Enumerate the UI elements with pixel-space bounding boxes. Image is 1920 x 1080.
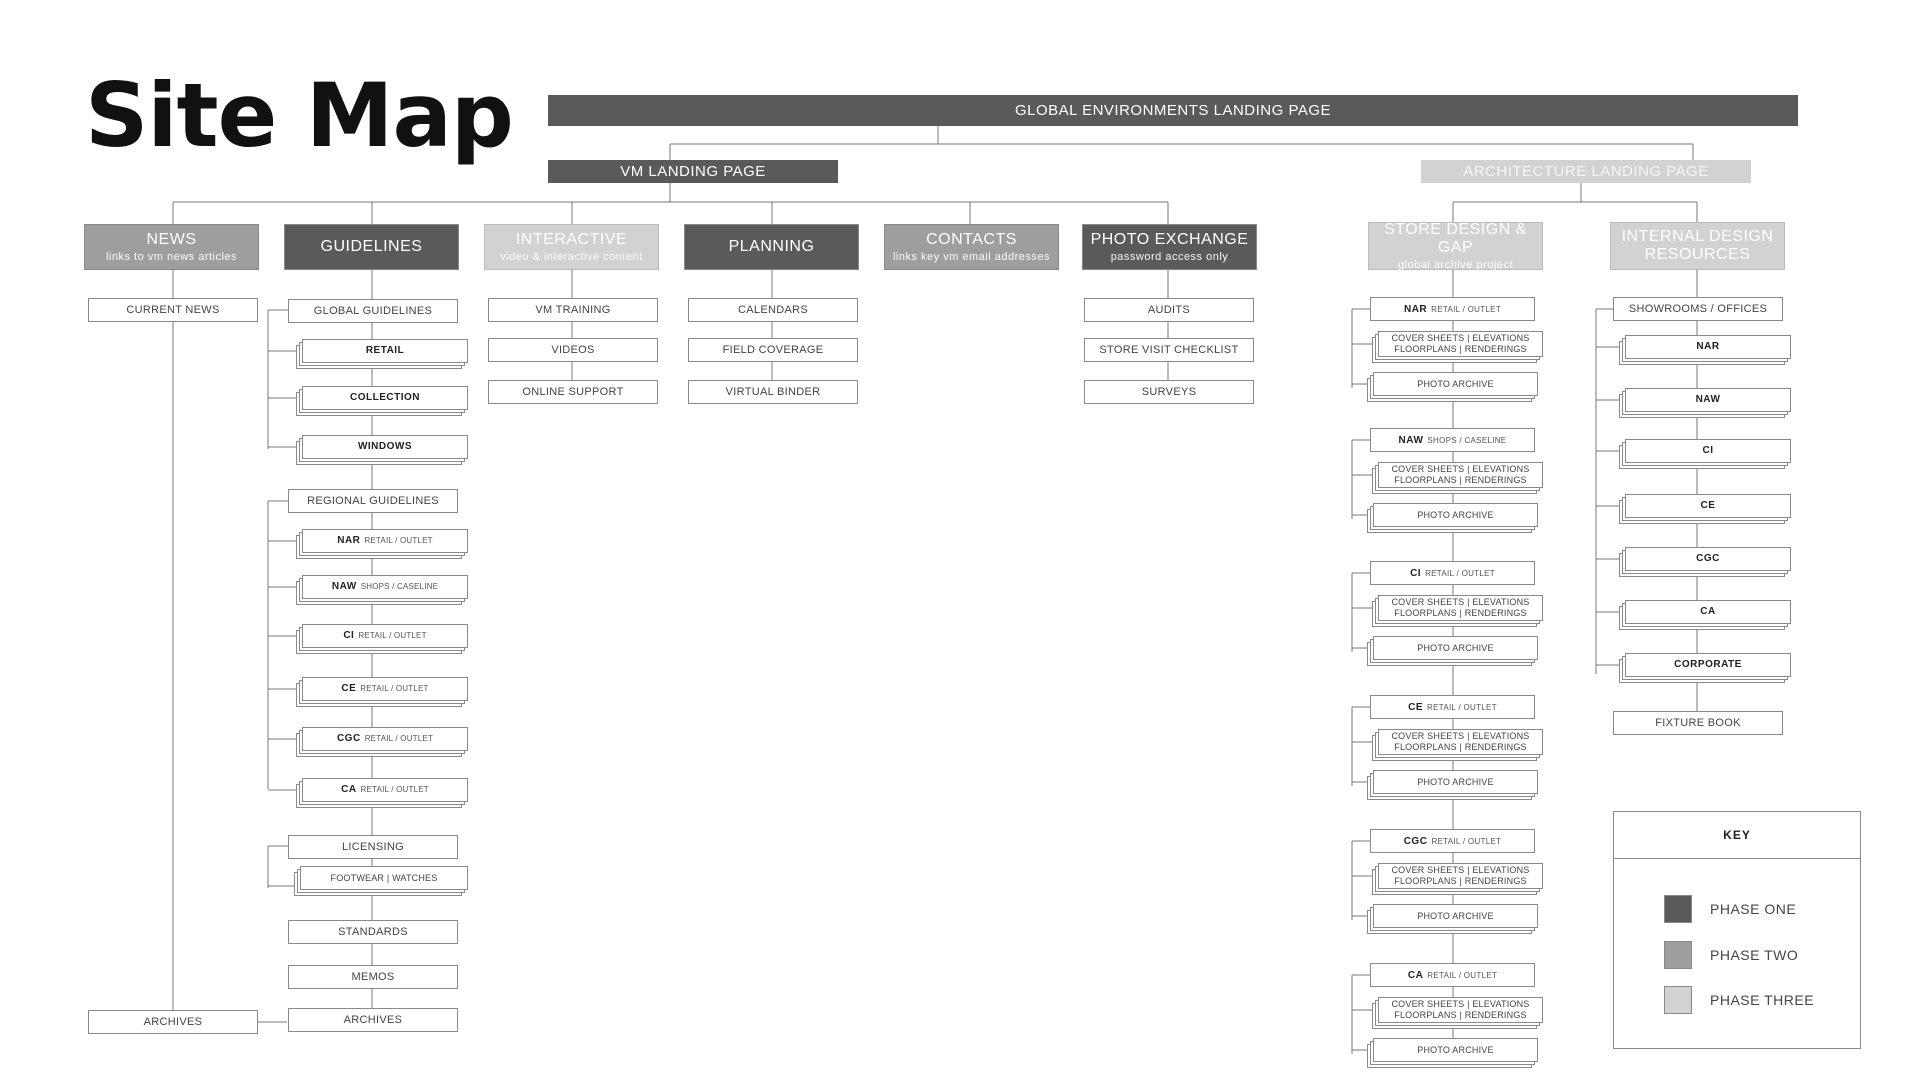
store-ce-code: CE	[1408, 701, 1424, 713]
news-subtitle: links to vm news articles	[105, 251, 238, 264]
field-coverage-item[interactable]: FIELD COVERAGE	[688, 338, 858, 362]
store-cgc-photo-archive-label: PHOTO ARCHIVE	[1373, 904, 1538, 928]
regional-cgc-code: CGC	[336, 733, 361, 744]
key-row-phase-three	[1664, 986, 1814, 1014]
store-ci-branch	[1352, 573, 1372, 652]
store-naw-photo-archive-stack[interactable]	[1373, 503, 1538, 527]
photo-exchange-header[interactable]	[1082, 224, 1257, 270]
regional-cgc-stack[interactable]	[302, 727, 468, 751]
planning-title: PLANNING	[728, 237, 815, 255]
store-nar-item[interactable]	[1370, 297, 1535, 321]
key-title: KEY	[1614, 812, 1860, 859]
store-ca-branch	[1352, 975, 1372, 1054]
phase-two-label: PHASE TWO	[1710, 947, 1799, 963]
store-nar-sub: RETAIL / OUTLET	[1431, 304, 1501, 314]
photo-exchange-subtitle: password access only	[1110, 251, 1229, 264]
showrooms-offices-item[interactable]: SHOWROOMS / OFFICES	[1613, 297, 1783, 321]
store-ci-photo-archive-label: PHOTO ARCHIVE	[1373, 636, 1538, 660]
footwear-watches-stack[interactable]	[300, 866, 468, 890]
regional-nar-code: NAR	[337, 535, 361, 546]
store-nar-docs-line1: COVER SHEETS | ELEVATIONS	[1391, 333, 1530, 344]
virtual-binder-item[interactable]: VIRTUAL BINDER	[688, 380, 858, 404]
licensing-item[interactable]: LICENSING	[288, 835, 458, 859]
store-cgc-docs-line2: FLOORPLANS | RENDERINGS	[1394, 876, 1527, 886]
store-ca-photo-archive-label: PHOTO ARCHIVE	[1373, 1038, 1538, 1062]
store-ce-photo-archive-label: PHOTO ARCHIVE	[1373, 770, 1538, 794]
store-naw-sub: SHOPS / CASELINE	[1427, 435, 1507, 445]
contacts-header[interactable]	[884, 224, 1059, 270]
news-archives-item[interactable]: ARCHIVES	[88, 1010, 258, 1034]
store-naw-branch	[1352, 440, 1372, 519]
store-ci-code: CI	[1410, 567, 1422, 579]
windows-label: WINDOWS	[357, 441, 413, 452]
news-title: NEWS	[146, 230, 197, 248]
store-cgc-sub: RETAIL / OUTLET	[1431, 836, 1502, 846]
store-ce-sub: RETAIL / OUTLET	[1427, 702, 1497, 712]
retail-label: RETAIL	[365, 345, 405, 356]
regional-cgc-sub: RETAIL / OUTLET	[364, 734, 434, 744]
internal-ci-stack[interactable]	[1625, 439, 1791, 463]
regional-guidelines-item[interactable]: REGIONAL GUIDELINES	[288, 489, 458, 513]
store-design-header[interactable]	[1368, 222, 1543, 270]
phase-three-label: PHASE THREE	[1710, 992, 1815, 1008]
store-ca-item[interactable]	[1370, 963, 1535, 987]
photo-exchange-title: PHOTO EXCHANGE	[1090, 230, 1249, 248]
regional-ci-stack[interactable]	[302, 624, 468, 648]
current-news-item[interactable]: CURRENT NEWS	[88, 298, 258, 322]
store-ce-documents-stack[interactable]	[1378, 729, 1543, 755]
store-ca-docs-line2: FLOORPLANS | RENDERINGS	[1394, 1010, 1527, 1020]
store-ce-photo-archive-stack[interactable]	[1373, 770, 1538, 794]
store-cgc-item[interactable]	[1370, 829, 1535, 853]
interactive-subtitle: video & interactive content	[500, 251, 643, 264]
global-guidelines-item[interactable]: GLOBAL GUIDELINES	[288, 299, 458, 323]
global-landing-page[interactable]: GLOBAL ENVIRONMENTS LANDING PAGE	[548, 95, 1798, 126]
internal-naw-stack[interactable]	[1625, 388, 1791, 412]
store-ci-documents-stack[interactable]	[1378, 595, 1543, 621]
store-nar-docs-line2: FLOORPLANS | RENDERINGS	[1394, 344, 1527, 354]
internal-design-title-line1: INTERNAL DESIGN	[1621, 227, 1774, 245]
internal-nar-label: NAR	[1696, 341, 1720, 352]
phase-three-swatch	[1664, 986, 1692, 1014]
regional-naw-code: NAW	[331, 581, 357, 592]
calendars-item[interactable]: CALENDARS	[688, 298, 858, 322]
contacts-subtitle: links key vm email addresses	[892, 251, 1051, 264]
phase-key	[1613, 811, 1861, 1049]
vm-landing-page[interactable]: VM LANDING PAGE	[548, 160, 838, 183]
internal-ce-label: CE	[1700, 500, 1716, 511]
store-nar-photo-archive-label: PHOTO ARCHIVE	[1373, 372, 1538, 396]
store-cgc-photo-archive-stack[interactable]	[1373, 904, 1538, 928]
regional-nar-stack[interactable]	[302, 529, 468, 553]
store-ci-sub: RETAIL / OUTLET	[1425, 568, 1495, 578]
store-cgc-branch	[1352, 841, 1372, 920]
internal-corporate-label: CORPORATE	[1674, 659, 1742, 670]
regional-ca-sub: RETAIL / OUTLET	[360, 785, 429, 795]
store-ca-docs-line1: COVER SHEETS | ELEVATIONS	[1391, 999, 1530, 1010]
footwear-watches-label: FOOTWEAR | WATCHES	[300, 866, 468, 890]
interactive-header[interactable]	[484, 224, 659, 270]
retail-stack[interactable]	[302, 339, 468, 363]
online-support-item[interactable]: ONLINE SUPPORT	[488, 380, 658, 404]
internal-nar-stack[interactable]	[1625, 335, 1791, 359]
store-nar-photo-archive-stack[interactable]	[1373, 372, 1538, 396]
guidelines-header[interactable]	[284, 224, 459, 270]
internal-cgc-stack[interactable]	[1625, 547, 1791, 571]
contacts-title: CONTACTS	[926, 230, 1017, 248]
phase-one-swatch	[1664, 895, 1692, 923]
videos-item[interactable]: VIDEOS	[488, 338, 658, 362]
guidelines-title: GUIDELINES	[320, 237, 423, 255]
store-naw-docs-line1: COVER SHEETS | ELEVATIONS	[1391, 464, 1530, 475]
store-ce-docs-line1: COVER SHEETS | ELEVATIONS	[1391, 731, 1530, 742]
key-row-phase-one	[1664, 895, 1796, 923]
store-naw-item[interactable]	[1370, 428, 1535, 452]
internal-design-header[interactable]	[1610, 222, 1785, 270]
phase-two-swatch	[1664, 941, 1692, 969]
interactive-title: INTERACTIVE	[515, 230, 628, 248]
store-naw-code: NAW	[1398, 434, 1424, 446]
planning-header[interactable]	[684, 224, 859, 270]
collection-label: COLLECTION	[350, 392, 420, 403]
guidelines-archives-item[interactable]: ARCHIVES	[288, 1008, 458, 1032]
store-ci-docs-line1: COVER SHEETS | ELEVATIONS	[1391, 597, 1530, 608]
store-naw-docs-line2: FLOORPLANS | RENDERINGS	[1394, 475, 1527, 485]
regional-ce-stack[interactable]	[302, 677, 468, 701]
store-cgc-code: CGC	[1403, 835, 1428, 847]
regional-nar-sub: RETAIL / OUTLET	[364, 536, 433, 546]
internal-ca-label: CA	[1700, 606, 1716, 617]
windows-stack[interactable]	[302, 435, 468, 459]
store-design-title: STORE DESIGN & GAP	[1384, 220, 1527, 256]
store-ca-sub: RETAIL / OUTLET	[1427, 970, 1498, 980]
store-visit-checklist-item[interactable]: STORE VISIT CHECKLIST	[1084, 338, 1254, 362]
internal-ce-stack[interactable]	[1625, 494, 1791, 518]
store-ce-item[interactable]	[1370, 695, 1535, 719]
phase-one-label: PHASE ONE	[1710, 901, 1797, 917]
page-title: Site Map	[85, 64, 513, 167]
store-ci-item[interactable]	[1370, 561, 1535, 585]
regional-ce-code: CE	[341, 683, 357, 694]
store-nar-branch	[1352, 309, 1372, 388]
regional-naw-sub: SHOPS / CASELINE	[360, 582, 439, 592]
news-header[interactable]	[84, 224, 259, 270]
architecture-landing-page[interactable]: ARCHITECTURE LANDING PAGE	[1421, 160, 1751, 183]
store-ca-photo-archive-stack[interactable]	[1373, 1038, 1538, 1062]
store-ci-photo-archive-stack[interactable]	[1373, 636, 1538, 660]
store-ca-documents-stack[interactable]	[1378, 997, 1543, 1023]
regional-ca-stack[interactable]	[302, 778, 468, 802]
store-naw-photo-archive-label: PHOTO ARCHIVE	[1373, 503, 1538, 527]
standards-item[interactable]: STANDARDS	[288, 920, 458, 944]
internal-ca-stack[interactable]	[1625, 600, 1791, 624]
internal-corporate-stack[interactable]	[1625, 653, 1791, 677]
regional-ce-sub: RETAIL / OUTLET	[360, 684, 429, 694]
store-nar-code: NAR	[1403, 303, 1428, 315]
store-ci-docs-line2: FLOORPLANS | RENDERINGS	[1394, 608, 1527, 618]
internal-cgc-label: CGC	[1696, 553, 1720, 564]
regional-ci-sub: RETAIL / OUTLET	[358, 631, 427, 641]
audits-item[interactable]: AUDITS	[1084, 298, 1254, 322]
surveys-item[interactable]: SURVEYS	[1084, 380, 1254, 404]
store-ca-code: CA	[1407, 969, 1424, 981]
regional-ci-code: CI	[343, 630, 355, 641]
fixture-book-item[interactable]: FIXTURE BOOK	[1613, 711, 1783, 735]
collection-stack[interactable]	[302, 386, 468, 410]
internal-naw-label: NAW	[1695, 394, 1721, 405]
key-row-phase-two	[1664, 941, 1798, 969]
regional-naw-stack[interactable]	[302, 575, 468, 599]
store-naw-documents-stack[interactable]	[1378, 462, 1543, 488]
store-cgc-docs-line1: COVER SHEETS | ELEVATIONS	[1391, 865, 1530, 876]
store-design-subtitle: global archive project	[1398, 259, 1513, 272]
internal-ci-label: CI	[1702, 445, 1714, 456]
store-cgc-documents-stack[interactable]	[1378, 863, 1543, 889]
vm-training-item[interactable]: VM TRAINING	[488, 298, 658, 322]
regional-ca-code: CA	[341, 784, 357, 795]
memos-item[interactable]: MEMOS	[288, 965, 458, 989]
internal-design-title-line2: RESOURCES	[1644, 246, 1751, 263]
store-ce-docs-line2: FLOORPLANS | RENDERINGS	[1394, 742, 1527, 752]
store-nar-documents-stack[interactable]	[1378, 331, 1543, 357]
store-ce-branch	[1352, 707, 1372, 786]
